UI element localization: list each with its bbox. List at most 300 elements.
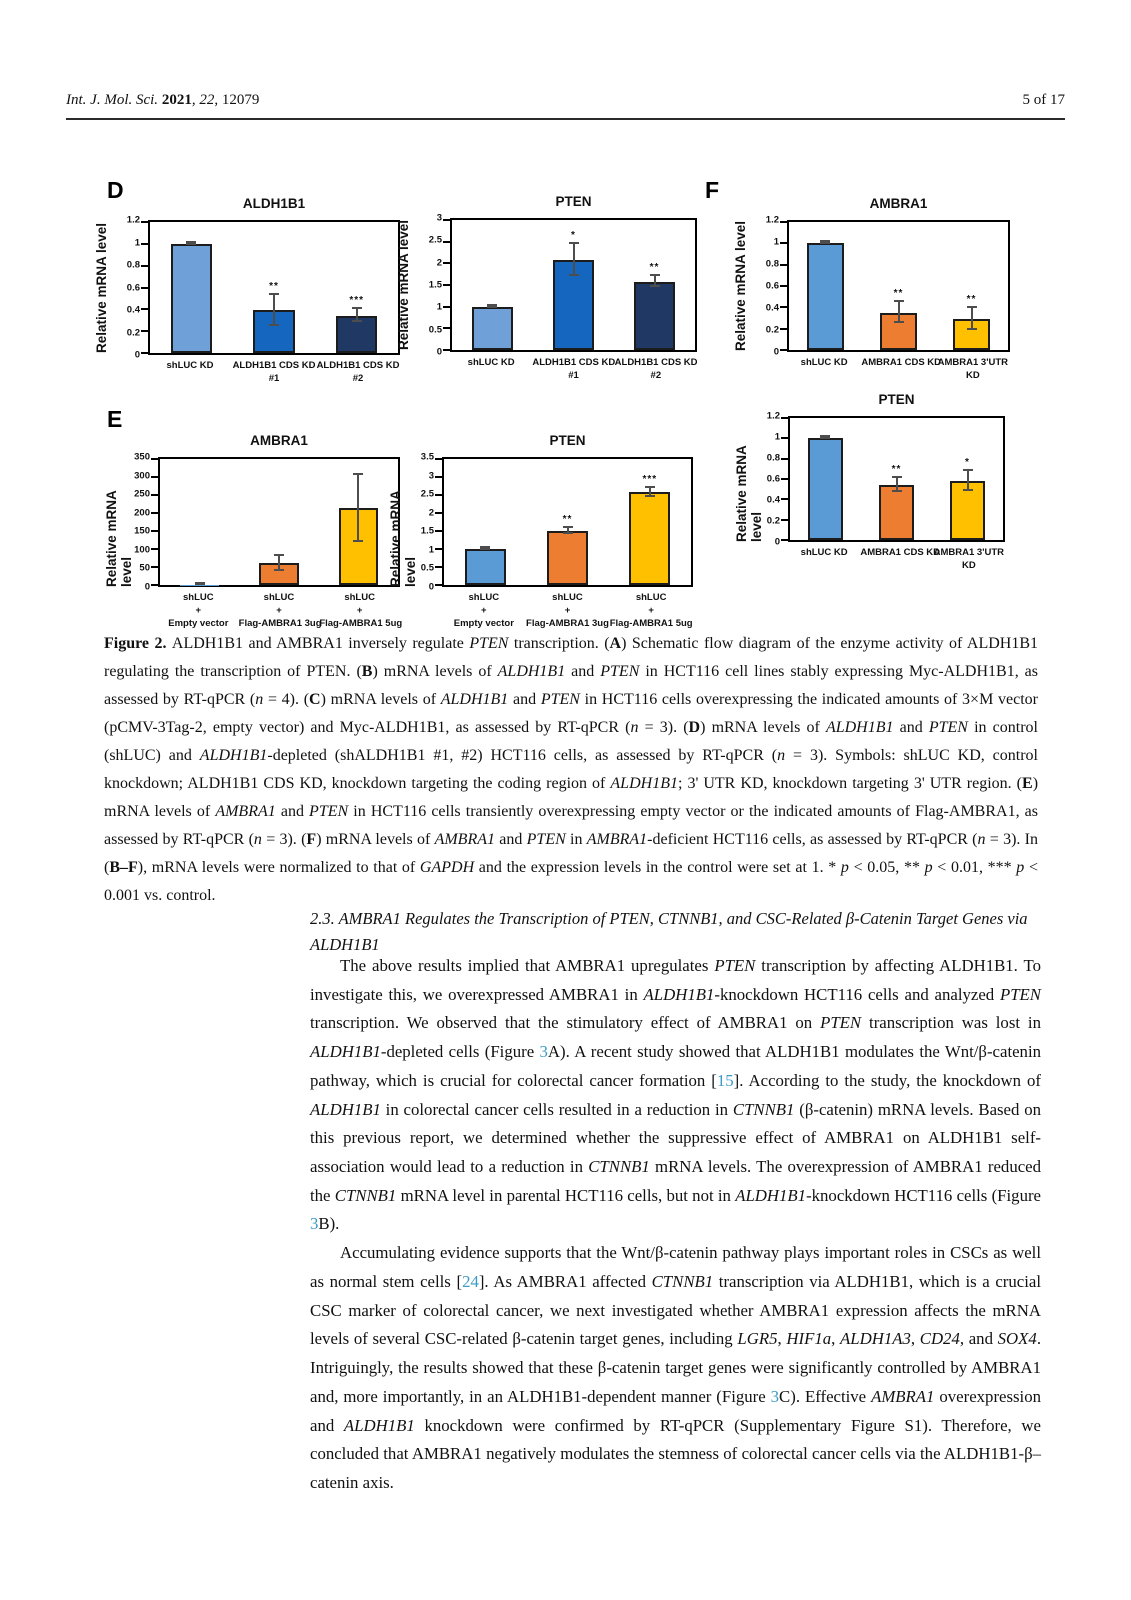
error-bar-cap [480, 548, 490, 550]
y-tick-label: 2 [428, 507, 434, 519]
y-tick-mark [781, 539, 788, 541]
y-tick-mark [141, 352, 148, 354]
text-segment: B [361, 663, 373, 680]
bar-chart-e-pten [380, 433, 700, 633]
chart-title: PTEN [878, 392, 915, 407]
text-segment: ) mRNA levels of [316, 831, 435, 848]
text-segment: GAPDH [419, 859, 475, 876]
y-tick-label: 1 [774, 431, 780, 443]
error-bar-cap [892, 476, 902, 478]
text-segment: = 3). Symbols: shLUC KD, control knockdown; ALDH1B1 CDS KD, knockdown targeting the coding region of [104, 747, 1039, 792]
y-tick-mark [151, 494, 158, 496]
text-segment: PTEN [714, 956, 756, 975]
y-tick-label: 1 [773, 236, 779, 248]
x-category-label: shLUC + Flag-AMBRA1 3ug [526, 592, 609, 629]
y-tick-label: 0.2 [766, 515, 780, 527]
x-category-label: AMBRA1 3'UTR KD [937, 357, 1008, 381]
bar [171, 244, 212, 353]
y-tick-label: 0.6 [126, 282, 140, 293]
text-segment: , [910, 1329, 920, 1349]
text-segment: , [831, 1329, 840, 1349]
text-segment: p [840, 859, 849, 876]
text-segment: ALDH1B1 [310, 1042, 381, 1062]
error-bar-cap [269, 324, 279, 326]
bar [808, 438, 843, 540]
y-tick-label: 0.8 [765, 258, 779, 270]
y-tick-label: 0 [144, 581, 150, 593]
text-segment: ) mRNA levels of [104, 775, 1039, 820]
text-segment: PTEN [526, 831, 566, 848]
text-segment: mRNA levels. The overexpression of AMBRA1 reduced the [310, 1157, 1041, 1205]
text-segment: , [191, 92, 200, 108]
text-segment: -knockdown HCT116 cells (Figure [806, 1185, 1041, 1205]
y-tick-mark [781, 498, 788, 500]
error-bar-cap [353, 473, 363, 475]
y-tick-label: 0.4 [126, 304, 140, 316]
chart-title: ALDH1B1 [242, 196, 306, 211]
y-tick-mark [443, 349, 450, 351]
reference-link[interactable]: 3 [770, 1386, 780, 1406]
significance-stars: * [965, 456, 970, 468]
error-bar-cap [563, 526, 573, 528]
y-tick-mark [780, 306, 787, 308]
text-segment: A [609, 635, 622, 652]
y-axis-ticks [122, 451, 154, 593]
text-segment: -depleted cells (Figure [380, 1042, 540, 1062]
text-segment: n [253, 831, 262, 848]
text-segment: (β-catenin) mRNA levels. Based on this previous report, we determined whether the suppressive effect of AMBRA1 on ALDH1B1 self-association would lead to a reduction in [310, 1099, 1041, 1177]
y-axis-ticks [414, 212, 446, 358]
error-bar-cap [894, 321, 904, 323]
y-tick-mark [780, 221, 787, 223]
significance-stars: ** [269, 281, 279, 293]
y-tick-mark [443, 262, 450, 264]
text-segment: , 12079 [214, 92, 260, 108]
x-category-label: AMBRA1 3'UTR KD [933, 547, 1004, 571]
y-tick-mark [435, 548, 442, 550]
y-tick-mark [141, 287, 148, 289]
section-heading [310, 906, 1050, 959]
y-tick-label: 1 [436, 301, 442, 313]
y-tick-mark [443, 284, 450, 286]
significance-stars: * [571, 229, 576, 241]
text-segment: ALDH1B1 [199, 747, 268, 764]
significance-stars: *** [349, 295, 364, 307]
text-segment: and [893, 719, 929, 736]
panel-label-f: F [705, 177, 720, 203]
text-segment: SOX4 [997, 1329, 1037, 1349]
text-segment: ALDH1B1 [735, 1185, 807, 1205]
text-segment: C). Effective [779, 1386, 872, 1406]
y-tick-label: 200 [134, 507, 150, 519]
text-segment: transcription by affecting ALDH1B1. To investigate this, we overexpressed AMBRA1 in [310, 956, 1041, 1004]
reference-link[interactable]: 3 [539, 1042, 548, 1062]
y-tick-mark [780, 285, 787, 287]
y-tick-label: 350 [134, 451, 150, 463]
text-segment: C [309, 691, 321, 708]
y-tick-mark [151, 458, 158, 460]
text-segment: in HCT116 cells overexpressing the indicated amounts of 3×M vector (pCMV-3Tag-2, empty vector) and Myc-ALDH1B1, as assessed by RT-qPCR ( [104, 691, 1038, 736]
y-tick-mark [435, 530, 442, 532]
text-segment: CTNNB1 [732, 1099, 795, 1119]
x-category-label: ALDH1B1 CDS KD #1 [532, 357, 616, 381]
plot-area [442, 457, 693, 587]
text-segment: AMBRA1 [871, 1386, 935, 1406]
bar [807, 243, 843, 350]
text-segment: ALDH1A3 [840, 1329, 911, 1349]
error-bar-cap [274, 554, 284, 556]
text-segment: Accumulating evidence supports that the Wnt/β-catenin pathway plays important roles in CSCs as well as normal stem cells [ [310, 1243, 1041, 1291]
text-segment: . Intriguingly, the results showed that these β-catenin target genes were significantly controlled by AMBRA1 and, more importantly, in an ALDH1B1-dependent manner (Figure [310, 1329, 1042, 1406]
chart-title: PTEN [549, 433, 586, 448]
error-bar-cap [269, 293, 279, 295]
y-tick-label: 2.5 [428, 234, 442, 246]
text-segment: AMBRA1 [434, 831, 495, 848]
text-segment: p [924, 859, 933, 876]
error-bar-cap [645, 495, 655, 497]
y-tick-label: 0 [774, 536, 780, 548]
text-segment: The above results implied that AMBRA1 upregulates [340, 956, 715, 975]
y-tick-mark [781, 478, 788, 480]
y-tick-label: 1 [428, 544, 434, 556]
text-segment: 2021 [161, 92, 192, 108]
y-tick-label: 0.5 [420, 562, 434, 574]
y-tick-label: 300 [134, 470, 150, 482]
text-segment: A). A recent study showed that ALDH1B1 modulates the Wnt/β-catenin pathway, which is crucial for colorectal cancer formation [ [310, 1042, 1041, 1090]
chart-title: PTEN [555, 194, 592, 209]
text-segment: CD24 [919, 1329, 960, 1349]
x-category-label: shLUC + Flag-AMBRA1 3ug [238, 592, 322, 629]
x-category-label: ALDH1B1 CDS KD #2 [614, 357, 698, 381]
y-tick-label: 3 [428, 470, 434, 482]
y-axis-title: Relative mRNA level [94, 222, 109, 353]
error-bar-cap [650, 285, 660, 287]
text-segment: ALDH1B1 [643, 984, 715, 1004]
y-tick-label: 1.2 [766, 410, 780, 422]
y-tick-mark [141, 330, 148, 332]
text-segment: B). [318, 1214, 340, 1234]
chart-title: AMBRA1 [869, 196, 928, 211]
y-tick-mark [151, 584, 158, 586]
error-bar-cap [186, 243, 196, 245]
error-bar-cap [195, 583, 205, 585]
reference-link[interactable]: 3 [310, 1214, 319, 1234]
reference-link[interactable]: 24 [462, 1271, 479, 1291]
y-axis-ticks [752, 410, 784, 548]
y-tick-label: 2 [436, 257, 442, 269]
x-category-label: shLUC KD [166, 360, 214, 371]
text-segment: F [128, 859, 138, 876]
x-category-label: ALDH1B1 CDS KD #2 [316, 360, 400, 384]
bar [547, 531, 588, 585]
text-segment: = 3). In ( [104, 831, 1038, 876]
body-text [310, 952, 1041, 1498]
header-rule [66, 118, 1065, 120]
text-segment: overexpression and [310, 1386, 1041, 1435]
panel-label-d: D [107, 177, 124, 203]
text-segment: AMBRA1 [215, 803, 276, 820]
text-segment: ALDH1B1 [497, 663, 566, 680]
bar [634, 282, 674, 350]
y-tick-mark [435, 512, 442, 514]
significance-stars: ** [649, 262, 660, 274]
text-segment: HIF1a [786, 1329, 832, 1349]
text-segment: ]. As AMBRA1 affected [478, 1271, 652, 1291]
error-bar-cap [892, 490, 902, 492]
error-bar-cap [967, 328, 977, 330]
x-category-label: shLUC + Flag-AMBRA1 5ug [609, 592, 693, 629]
y-tick-label: 0.4 [766, 494, 780, 506]
error-bar-cap [274, 569, 284, 571]
text-segment: ALDH1B1 [825, 719, 894, 736]
y-tick-mark [435, 584, 442, 586]
panel-label-e: E [107, 406, 123, 432]
x-category-label: ALDH1B1 CDS KD #1 [232, 360, 316, 384]
x-category-label: shLUC + Empty vector [453, 592, 514, 629]
paragraph [310, 1239, 1041, 1497]
y-tick-mark [141, 308, 148, 310]
bar-chart-f-pten [726, 392, 1016, 577]
y-axis-ticks [112, 214, 144, 361]
y-tick-mark [151, 476, 158, 478]
y-tick-label: 1.2 [765, 214, 779, 226]
text-segment: transcription via ALDH1B1, which is a crucial CSC marker of colorectal cancer, we next investigated whether AMBRA1 expression affects the mRNA levels of several CSC-related β-catenin target genes, including [310, 1271, 1042, 1349]
text-segment: CTNNB1 [588, 1157, 650, 1177]
page-number: 5 of 17 [1022, 92, 1065, 108]
y-tick-label: 0 [428, 581, 434, 593]
y-axis-title: Relative mRNA level [734, 445, 764, 542]
y-tick-label: 1 [134, 237, 140, 248]
significance-stars: ** [966, 294, 977, 306]
y-axis-ticks [751, 214, 783, 358]
y-tick-mark [151, 548, 158, 550]
text-segment: LGR5 [737, 1329, 778, 1349]
y-tick-mark [151, 530, 158, 532]
error-bar [357, 475, 359, 542]
text-segment: and [565, 663, 601, 680]
text-segment: PTEN [600, 663, 640, 680]
error-bar-cap [352, 307, 362, 309]
chart-title: AMBRA1 [250, 433, 308, 448]
error-bar-cap [353, 540, 363, 542]
plot-area [158, 457, 400, 587]
x-category-label: shLUC + Empty vector [168, 592, 229, 629]
bar-chart-d-aldh1b1 [86, 196, 406, 396]
text-segment: = 4). ( [263, 691, 310, 708]
y-tick-mark [781, 519, 788, 521]
error-bar [971, 308, 973, 329]
text-segment: p [1016, 859, 1025, 876]
y-tick-mark [435, 494, 442, 496]
y-tick-mark [435, 566, 442, 568]
text-segment: < 0.001 vs. control. [104, 859, 1038, 904]
y-tick-mark [141, 221, 148, 223]
text-segment: PTEN [999, 984, 1041, 1004]
plot-area [787, 220, 1010, 352]
y-tick-mark [781, 417, 788, 419]
y-tick-label: 0.2 [126, 327, 140, 338]
text-segment: CTNNB1 [651, 1271, 714, 1291]
y-tick-mark [443, 219, 450, 221]
error-bar-cap [569, 242, 579, 244]
text-segment: knockdown were confirmed by RT-qPCR (Supplementary Figure S1). Therefore, we concluded that AMBRA1 negatively modulates the stemness of colorectal cancer cells via the ALDH1B1-β–catenin axis. [310, 1415, 1041, 1492]
text-segment: ALDH1B1 [610, 775, 678, 792]
y-tick-mark [151, 566, 158, 568]
text-segment: 2.3. AMBRA1 Regulates the Transcription of PTEN, CTNNB1, and CSC-Related β-Catenin Target Genes via ALDH1B1 [310, 909, 1028, 955]
text-segment: , [777, 1329, 787, 1349]
y-tick-mark [435, 458, 442, 460]
y-axis-title: Relative mRNA level [104, 490, 134, 587]
text-segment: in colorectal cancer cells resulted in a reduction in [380, 1099, 733, 1119]
text-segment: CTNNB1 [334, 1185, 397, 1205]
text-segment: in HCT116 cells transiently overexpressing empty vector or the indicated amounts of Flag-AMBRA1, as assessed by RT-qPCR ( [104, 803, 1038, 848]
text-segment: -depleted (shALDH1B1 #1, #2) HCT116 cells, as assessed by RT-qPCR ( [267, 747, 778, 764]
bar-chart-d-pten [388, 194, 703, 394]
text-segment: in HCT116 cell lines stably expressing Myc-ALDH1B1, as assessed by RT-qPCR ( [104, 663, 1039, 708]
text-segment: ) mRNA levels of [700, 719, 826, 736]
error-bar-cap [963, 489, 973, 491]
y-tick-label: 0.5 [428, 324, 442, 336]
y-axis-ticks [406, 451, 438, 593]
y-tick-mark [780, 328, 787, 330]
text-segment: AMBRA1 [586, 831, 648, 848]
x-category-label: shLUC KD [800, 547, 848, 558]
y-tick-mark [141, 243, 148, 245]
y-tick-label: 0 [134, 349, 140, 361]
plot-area [788, 416, 1005, 542]
y-tick-label: 50 [139, 562, 150, 574]
text-segment: = 3). ( [638, 719, 689, 736]
text-segment: – [120, 859, 128, 876]
text-segment: ), mRNA levels were normalized to that of [137, 859, 420, 876]
text-segment: n [630, 719, 639, 736]
y-tick-mark [141, 265, 148, 267]
y-axis-title: Relative mRNA level [396, 219, 411, 351]
error-bar-cap [569, 274, 579, 276]
plot-area [450, 218, 697, 352]
error-bar-cap [352, 320, 362, 322]
error-bar-cap [820, 437, 830, 439]
error-bar-cap [645, 486, 655, 488]
text-segment: ) mRNA levels of [320, 691, 441, 708]
paragraph [310, 952, 1041, 1239]
y-tick-mark [435, 476, 442, 478]
y-tick-label: 100 [134, 544, 150, 556]
text-segment: ]. According to the study, the knockdown of [733, 1070, 1042, 1090]
y-axis-title: Relative mRNA level [733, 220, 748, 352]
text-segment: ) mRNA levels of [372, 663, 498, 680]
text-segment: n [977, 831, 986, 848]
journal-citation [66, 92, 259, 109]
x-category-label: AMBRA1 CDS KD [861, 357, 942, 368]
text-segment: transcription was lost in [861, 1013, 1041, 1033]
error-bar [967, 471, 969, 491]
error-bar-cap [563, 532, 573, 534]
text-segment: Figure 2. [104, 635, 172, 652]
y-tick-label: 1.5 [428, 279, 442, 291]
x-category-label: shLUC KD [800, 357, 848, 368]
significance-stars: ** [893, 288, 904, 299]
y-axis-title: Relative mRNA level [388, 490, 418, 587]
y-tick-label: 0.2 [765, 324, 779, 336]
text-segment: ALDH1B1 and AMBRA1 inversely regulate [171, 635, 470, 652]
text-segment: < 0.05, ** [848, 859, 925, 876]
y-tick-label: 0.6 [765, 280, 779, 292]
plot-area [148, 220, 400, 355]
y-tick-label: 0.6 [766, 473, 780, 485]
y-tick-label: 0.4 [765, 302, 779, 314]
y-tick-mark [443, 327, 450, 329]
error-bar-cap [820, 242, 830, 244]
text-segment: and [495, 831, 527, 848]
text-segment: B [109, 859, 120, 876]
y-tick-label: 3 [436, 212, 442, 224]
error-bar-cap [963, 469, 973, 471]
error-bar [898, 302, 900, 323]
text-segment: in control (shLUC) and [104, 719, 1039, 764]
error-bar [573, 244, 575, 276]
y-tick-label: 150 [134, 525, 150, 537]
y-tick-mark [780, 242, 787, 244]
text-segment: -deficient HCT116 cells, as assessed by RT-qPCR ( [647, 831, 978, 848]
text-segment: ) Schematic flow diagram of the enzyme activity of ALDH1B1 regulating the transcription of PTEN. ( [104, 635, 1038, 680]
y-tick-label: 1.5 [420, 525, 434, 537]
text-segment: F [306, 831, 317, 848]
error-bar-cap [967, 306, 977, 308]
text-segment: PTEN [540, 691, 580, 708]
y-tick-mark [443, 306, 450, 308]
text-segment: and [508, 691, 541, 708]
bar [879, 485, 914, 540]
y-tick-label: 0 [773, 346, 779, 358]
y-tick-label: 3.5 [420, 451, 434, 463]
y-tick-mark [443, 241, 450, 243]
text-segment: ALDH1B1 [440, 691, 509, 708]
text-segment: n [255, 691, 264, 708]
text-segment: < 0.01, *** [932, 859, 1017, 876]
significance-stars: *** [642, 474, 658, 486]
reference-link[interactable]: 15 [716, 1070, 734, 1090]
x-category-label: shLUC + Flag-AMBRA1 5ug [319, 592, 403, 629]
bar [465, 549, 506, 585]
error-bar [273, 295, 275, 326]
text-segment: ALDH1B1 [310, 1099, 381, 1119]
y-tick-mark [780, 349, 787, 351]
text-segment: PTEN [309, 803, 349, 820]
x-category-label: AMBRA1 CDS KD [860, 547, 941, 558]
text-segment: PTEN [820, 1013, 862, 1033]
text-segment: in [565, 831, 587, 848]
error-bar-cap [487, 306, 497, 308]
y-tick-mark [780, 264, 787, 266]
y-tick-label: 1.2 [126, 214, 140, 226]
text-segment: Int. J. Mol. Sci. [66, 92, 162, 108]
figure-caption [104, 630, 1038, 910]
text-segment: and the expression levels in the control were set at 1. * [474, 859, 841, 876]
significance-stars: ** [891, 463, 902, 475]
text-segment: n [777, 747, 786, 764]
y-tick-mark [151, 512, 158, 514]
text-segment: transcription. We observed that the stimulatory effect of AMBRA1 on [310, 1013, 821, 1033]
y-tick-label: 2.5 [420, 488, 434, 500]
bar [472, 307, 512, 350]
bar [629, 492, 670, 585]
text-segment: ALDH1B1 [343, 1415, 415, 1435]
error-bar-cap [894, 300, 904, 302]
y-tick-label: 250 [134, 488, 150, 500]
text-segment: transcription. ( [508, 635, 610, 652]
text-segment: = 3). ( [261, 831, 307, 848]
